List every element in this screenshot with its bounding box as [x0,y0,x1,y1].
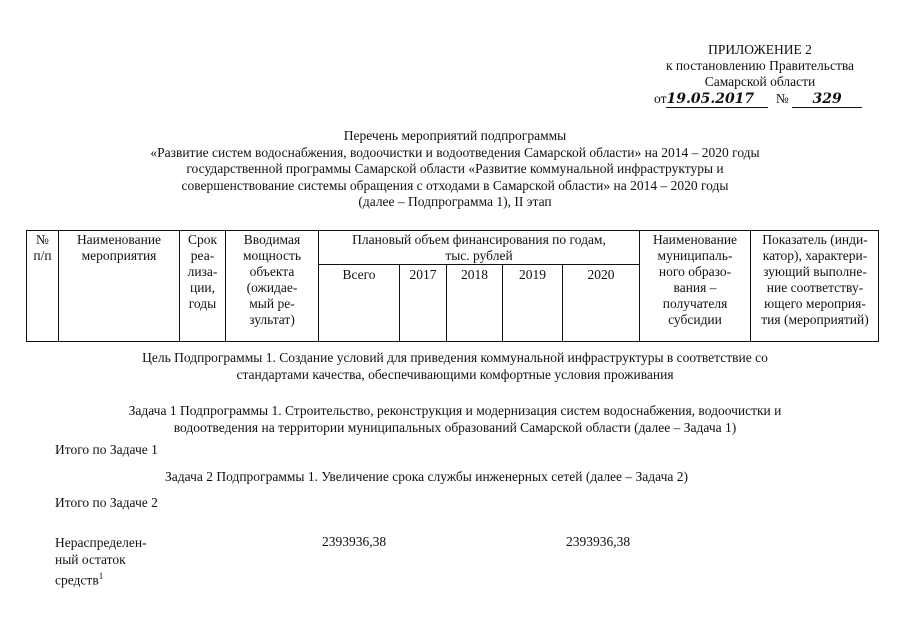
task-2-heading: Задача 2 Подпрограммы 1. Увеличение срока службы инженерных сетей (далее – Задача 2) [165,469,689,484]
appendix-title: ПРИЛОЖЕНИЕ 2 [708,42,812,57]
header-total: Всего [342,267,376,282]
handwritten-number: 329 [792,91,862,108]
funding-table-header [26,230,879,342]
funding-subheader-line [318,264,640,265]
remainder-2020-value: 2393936,38 [566,534,631,549]
header-activity-name: Наименование мероприятия [76,232,162,263]
date-prefix: от [654,91,667,106]
header-2019: 2019 [519,267,546,282]
title-line-5: (далее – Подпрограмма 1), II этап [358,194,552,209]
header-indicator: Показатель (инди- катор), характери- зующий выполне- ние соответству- ющего мероприя- тия (мероприятий) [761,232,869,327]
header-number: № п/п [33,232,52,263]
number-label: № [775,91,789,106]
header-funding: Плановый объем финансирования по годам, тыс. рублей [352,232,606,263]
header-2020: 2020 [587,267,615,282]
header-term: Срок реа- лиза- ции, годы [187,232,218,311]
header-capacity: Вводимая мощность объекта (ожидае- мый ре- зультат) [242,232,302,327]
table-border-bottom [26,341,879,342]
handwritten-date: 19.05.2017 [666,91,768,108]
task-2-total: Итого по Задаче 2 [55,495,158,510]
appendix-header [640,42,880,90]
header-2017: 2017 [409,267,437,282]
footnote-mark: 1 [98,571,104,581]
task-1-total: Итого по Задаче 1 [55,442,158,457]
table-border-top [26,230,879,231]
appendix-region: Самарской области [704,74,816,89]
title-line-3: государственной программы Самарской области «Развитие коммунальной инфраструктуры и [186,161,724,176]
task-1-heading: Задача 1 Подпрограммы 1. Строительство, реконструкция и модернизация систем водоснабжения, водоочистки и водоотведения на территории муниципальных образований Самарской области (далее – Задача 1) [128,403,782,435]
document-title [60,128,850,211]
title-line-2: «Развитие систем водоснабжения, водоочистки и водоотведения Самарской области» на 2014 – 2020 годы [150,144,760,160]
header-2018: 2018 [461,267,488,282]
remainder-label: Нераспределен- ный остаток средств$^1$ [55,535,147,588]
subprogram-goal: Цель Подпрограммы 1. Создание условий для приведения коммунальной инфраструктуры в соответствие со стандартами качества, обеспечивающими комфортные условия проживания [142,350,768,382]
appendix-date-line [654,91,862,108]
remainder-total-value: 2393936,38 [322,534,387,549]
title-line-4: совершенствование системы обращения с отходами в Самарской области» на 2014 – 2020 годы [181,177,729,193]
title-line-1: Перечень мероприятий подпрограммы [343,128,567,143]
appendix-subtitle: к постановлению Правительства [665,58,855,73]
header-municipality: Наименование муниципаль- ного образо- вания – получателя субсидии [652,232,738,327]
